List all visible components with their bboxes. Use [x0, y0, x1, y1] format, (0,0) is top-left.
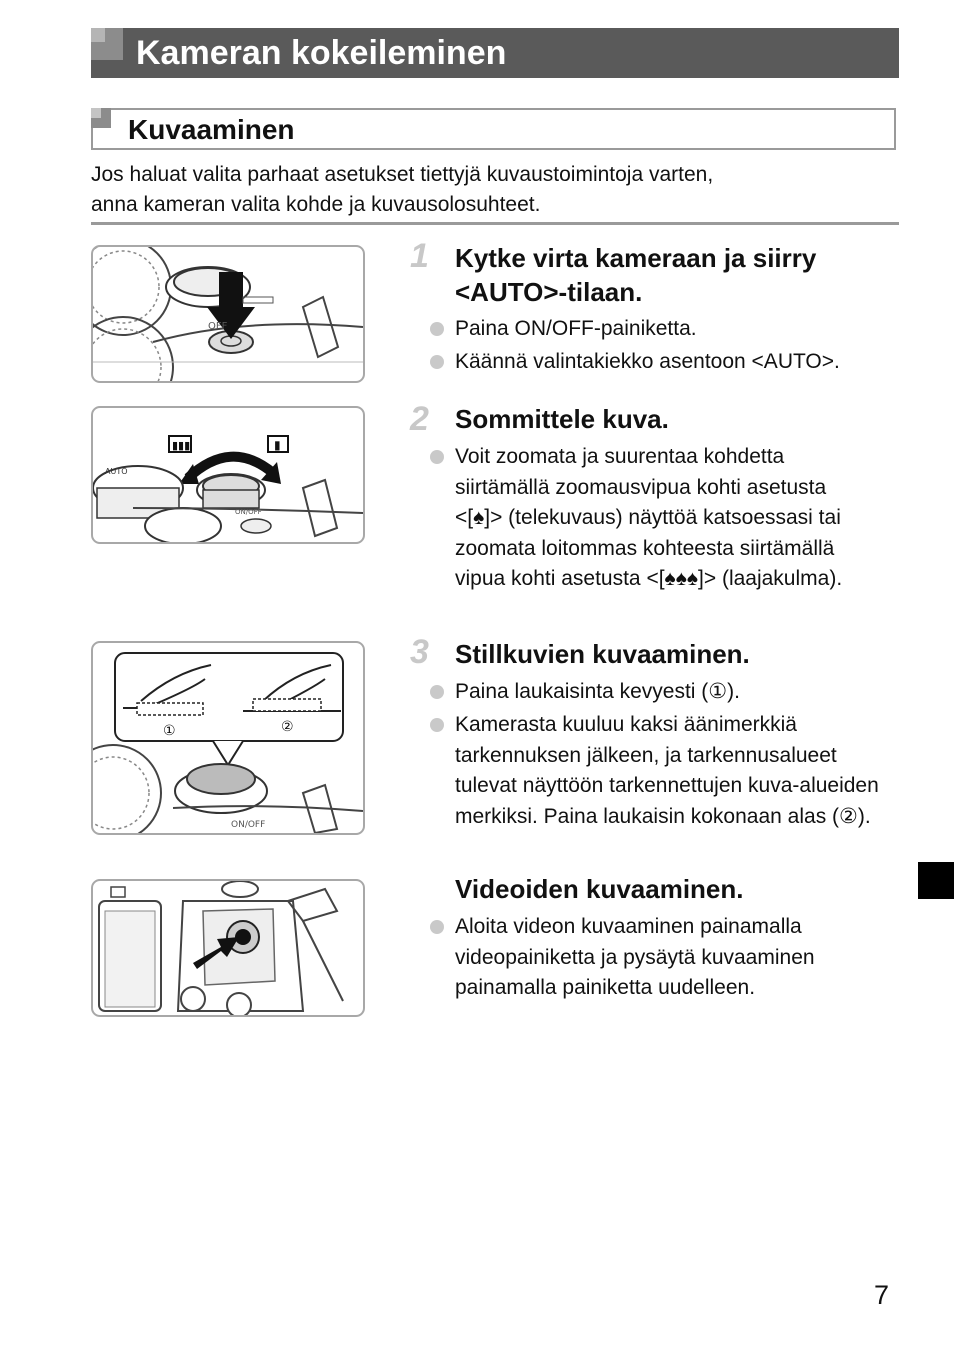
step-number: 2	[410, 400, 429, 438]
bullet-dot-icon	[430, 355, 444, 369]
step-bullet: Paina ON/OFF-painiketta.	[430, 314, 895, 345]
illustration-power-button	[91, 245, 365, 383]
step-title	[455, 872, 895, 906]
illustration-movie-button	[91, 879, 365, 1017]
illustration-zoom-lever	[91, 406, 365, 544]
on-off-label: ON/OFF	[231, 820, 266, 830]
step-title-line: Videoiden kuvaaminen.	[455, 874, 744, 904]
section-title: Kuvaaminen	[128, 114, 295, 145]
svg-text:▮▮▮: ▮▮▮	[172, 439, 191, 452]
step-bullet: Kamerasta kuuluu kaksi äänimerkkiä tarkennuksen jälkeen, ja tarkennusalueet tulevat näyttöön tarkennettujen kuva-alueiden merkiksi. Paina laukaisin kokonaan alas (②).	[430, 710, 895, 832]
bullet-dot-icon	[430, 450, 444, 464]
bullet-dot-icon	[430, 920, 444, 934]
section-header-square-light	[91, 108, 101, 118]
step-title-line: <AUTO>-tilaan.	[455, 277, 643, 307]
on-off-label: ON/OFF	[235, 508, 262, 516]
step-title	[455, 241, 895, 309]
page-title: Kameran kokeileminen	[136, 34, 507, 72]
step-title	[455, 402, 895, 436]
bullet-dot-icon	[430, 718, 444, 732]
intro-line: anna kameran valita kohde ja kuvausolosuhteet.	[91, 193, 541, 216]
step-title-line: Stillkuvien kuvaaminen.	[455, 639, 750, 669]
step-bullet: Käännä valintakiekko asentoon <AUTO>.	[430, 347, 895, 378]
bullet-dot-icon	[430, 685, 444, 699]
intro-line: Jos haluat valita parhaat asetukset tiettyjä kuvaustoimintoja varten,	[91, 163, 714, 186]
step-bullet: Voit zoomata ja suurentaa kohdetta siirtämällä zoomausvipua kohti asetusta <[♠]> (telekuvaus) näyttöä katsoessasi tai zoomata loitommas kohteesta siirtämällä vipua kohti asetusta <[♠♠♠]> (laajakulma).	[430, 442, 870, 595]
page-number: 7	[874, 1280, 890, 1310]
intro-paragraph	[91, 160, 896, 220]
step-title	[455, 637, 895, 671]
mode-auto-label: AUTO	[105, 467, 128, 476]
chapter-tab-marker	[918, 862, 954, 899]
illustration-shutter-button	[91, 641, 365, 835]
circled-2-label: ②	[281, 719, 294, 735]
svg-text:▮: ▮	[274, 438, 281, 452]
step-title-line: Kytke virta kameraan ja siirry	[455, 243, 817, 273]
off-label: OFF	[208, 321, 228, 332]
title-corner-decoration-light	[91, 28, 105, 42]
section-divider	[91, 222, 899, 225]
step-number: 1	[410, 237, 429, 275]
bullet-dot-icon	[430, 322, 444, 336]
step-bullet: Paina laukaisinta kevyesti (①).	[430, 677, 895, 708]
step-title-line: Sommittele kuva.	[455, 404, 669, 434]
step-bullet: Aloita videon kuvaaminen painamalla videopainiketta ja pysäytä kuvaaminen painamalla painiketta uudelleen.	[430, 912, 895, 1004]
step-number: 3	[410, 633, 429, 671]
circled-1-label: ①	[163, 723, 176, 739]
